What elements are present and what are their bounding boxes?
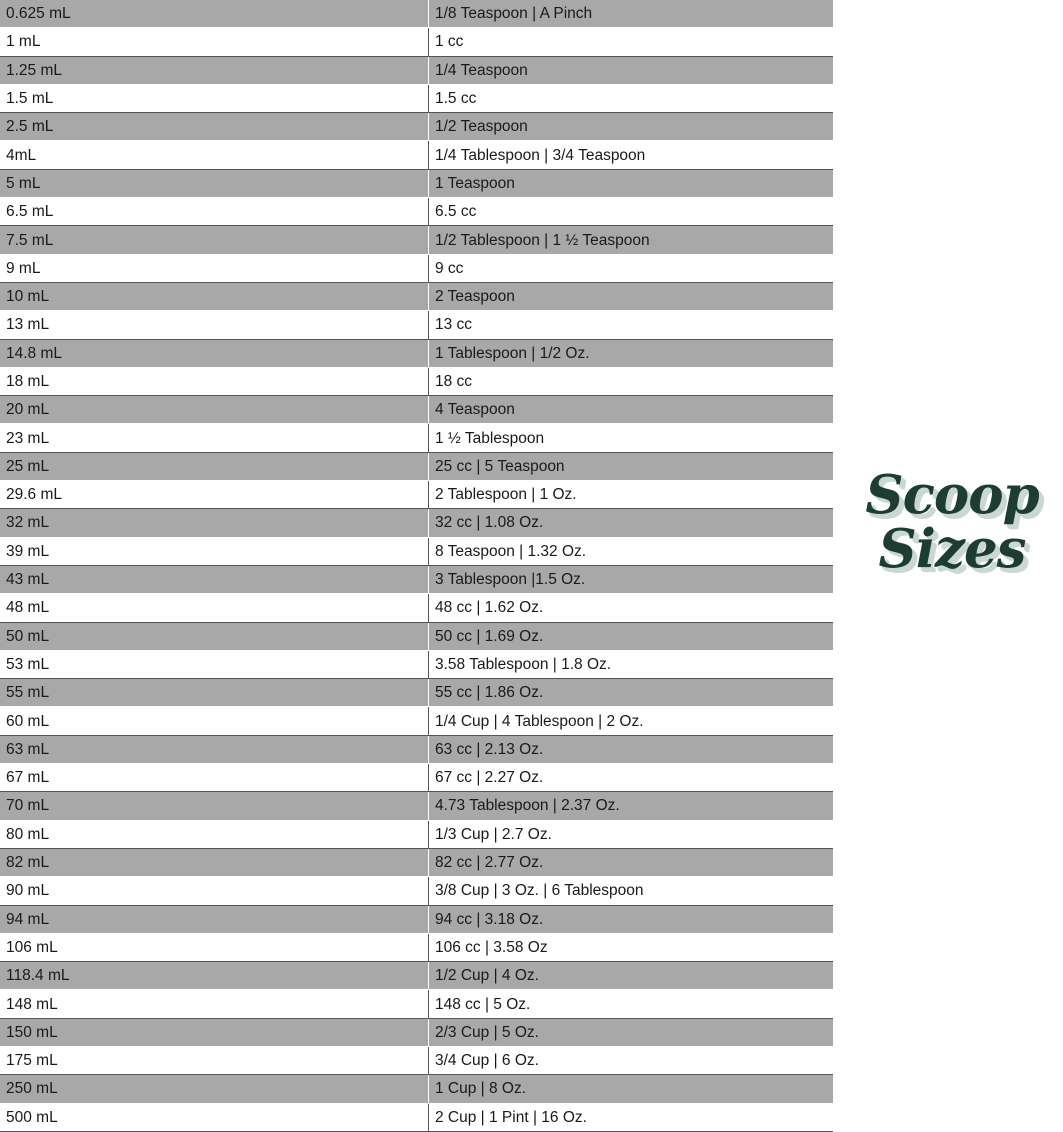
table-row bbox=[0, 84, 833, 112]
cell-milliliters: 5 mL bbox=[0, 169, 429, 197]
cell-equivalent: 1 ½ Tablespoon bbox=[429, 424, 834, 452]
cell-equivalent: 8 Teaspoon | 1.32 Oz. bbox=[429, 537, 834, 565]
cell-milliliters: 23 mL bbox=[0, 424, 429, 452]
page-title bbox=[852, 464, 1052, 580]
cell-equivalent: 63 cc | 2.13 Oz. bbox=[429, 735, 834, 763]
cell-milliliters: 67 mL bbox=[0, 764, 429, 792]
cell-milliliters: 13 mL bbox=[0, 311, 429, 339]
table-row bbox=[0, 282, 833, 310]
table-row bbox=[0, 820, 833, 848]
cell-equivalent: 106 cc | 3.58 Oz bbox=[429, 933, 834, 961]
table-row bbox=[0, 537, 833, 565]
cell-milliliters: 18 mL bbox=[0, 367, 429, 395]
table-row bbox=[0, 28, 833, 56]
cell-milliliters: 43 mL bbox=[0, 565, 429, 593]
cell-equivalent: 1/4 Teaspoon bbox=[429, 56, 834, 84]
cell-equivalent: 50 cc | 1.69 Oz. bbox=[429, 622, 834, 650]
cell-milliliters: 150 mL bbox=[0, 1018, 429, 1046]
cell-milliliters: 25 mL bbox=[0, 452, 429, 480]
cell-equivalent: 1 Cup | 8 Oz. bbox=[429, 1075, 834, 1103]
cell-milliliters: 60 mL bbox=[0, 707, 429, 735]
cell-milliliters: 63 mL bbox=[0, 735, 429, 763]
table-row bbox=[0, 226, 833, 254]
cell-milliliters: 90 mL bbox=[0, 877, 429, 905]
cell-equivalent: 1 Teaspoon bbox=[429, 169, 834, 197]
cell-equivalent: 94 cc | 3.18 Oz. bbox=[429, 905, 834, 933]
cell-milliliters: 0.625 mL bbox=[0, 0, 429, 28]
table-row bbox=[0, 509, 833, 537]
cell-equivalent: 3/4 Cup | 6 Oz. bbox=[429, 1046, 834, 1074]
cell-equivalent: 1/3 Cup | 2.7 Oz. bbox=[429, 820, 834, 848]
table-row bbox=[0, 565, 833, 593]
table-row bbox=[0, 56, 833, 84]
cell-milliliters: 70 mL bbox=[0, 792, 429, 820]
cell-milliliters: 7.5 mL bbox=[0, 226, 429, 254]
cell-equivalent: 1/8 Teaspoon | A Pinch bbox=[429, 0, 834, 28]
table-row bbox=[0, 452, 833, 480]
title-line-sizes: Sizes bbox=[878, 517, 1026, 580]
table-row bbox=[0, 679, 833, 707]
cell-milliliters: 250 mL bbox=[0, 1075, 429, 1103]
cell-equivalent: 18 cc bbox=[429, 367, 834, 395]
cell-milliliters: 14.8 mL bbox=[0, 339, 429, 367]
cell-equivalent: 1/4 Tablespoon | 3/4 Teaspoon bbox=[429, 141, 834, 169]
cell-milliliters: 1.5 mL bbox=[0, 84, 429, 112]
cell-milliliters: 80 mL bbox=[0, 820, 429, 848]
table-row bbox=[0, 990, 833, 1018]
table-row bbox=[0, 707, 833, 735]
table-row bbox=[0, 424, 833, 452]
table-row bbox=[0, 1075, 833, 1103]
table-row bbox=[0, 1046, 833, 1074]
cell-milliliters: 9 mL bbox=[0, 254, 429, 282]
cell-equivalent: 9 cc bbox=[429, 254, 834, 282]
table-row bbox=[0, 311, 833, 339]
table-row bbox=[0, 962, 833, 990]
cell-milliliters: 32 mL bbox=[0, 509, 429, 537]
cell-milliliters: 106 mL bbox=[0, 933, 429, 961]
cell-equivalent: 148 cc | 5 Oz. bbox=[429, 990, 834, 1018]
table-row bbox=[0, 792, 833, 820]
cell-equivalent: 82 cc | 2.77 Oz. bbox=[429, 848, 834, 876]
cell-equivalent: 2 Teaspoon bbox=[429, 282, 834, 310]
cell-milliliters: 1 mL bbox=[0, 28, 429, 56]
cell-equivalent: 1 cc bbox=[429, 28, 834, 56]
cell-equivalent: 2 Cup | 1 Pint | 16 Oz. bbox=[429, 1103, 834, 1131]
cell-milliliters: 50 mL bbox=[0, 622, 429, 650]
table-row bbox=[0, 848, 833, 876]
cell-equivalent: 48 cc | 1.62 Oz. bbox=[429, 594, 834, 622]
cell-equivalent: 1/2 Cup | 4 Oz. bbox=[429, 962, 834, 990]
cell-milliliters: 94 mL bbox=[0, 905, 429, 933]
cell-milliliters: 39 mL bbox=[0, 537, 429, 565]
table-row bbox=[0, 113, 833, 141]
cell-equivalent: 25 cc | 5 Teaspoon bbox=[429, 452, 834, 480]
cell-equivalent: 32 cc | 1.08 Oz. bbox=[429, 509, 834, 537]
cell-milliliters: 2.5 mL bbox=[0, 113, 429, 141]
cell-equivalent: 3/8 Cup | 3 Oz. | 6 Tablespoon bbox=[429, 877, 834, 905]
cell-equivalent: 1/2 Teaspoon bbox=[429, 113, 834, 141]
table-row bbox=[0, 339, 833, 367]
table-row bbox=[0, 141, 833, 169]
cell-milliliters: 6.5 mL bbox=[0, 198, 429, 226]
cell-equivalent: 55 cc | 1.86 Oz. bbox=[429, 679, 834, 707]
table-row bbox=[0, 396, 833, 424]
cell-milliliters: 53 mL bbox=[0, 650, 429, 678]
cell-equivalent: 1 Tablespoon | 1/2 Oz. bbox=[429, 339, 834, 367]
table-row bbox=[0, 198, 833, 226]
cell-milliliters: 82 mL bbox=[0, 848, 429, 876]
cell-milliliters: 10 mL bbox=[0, 282, 429, 310]
table-row bbox=[0, 1103, 833, 1131]
table-row bbox=[0, 764, 833, 792]
table-row bbox=[0, 169, 833, 197]
cell-equivalent: 67 cc | 2.27 Oz. bbox=[429, 764, 834, 792]
cell-milliliters: 48 mL bbox=[0, 594, 429, 622]
table-row bbox=[0, 905, 833, 933]
table-row bbox=[0, 481, 833, 509]
table-row bbox=[0, 254, 833, 282]
cell-milliliters: 29.6 mL bbox=[0, 481, 429, 509]
cell-equivalent: 13 cc bbox=[429, 311, 834, 339]
cell-equivalent: 2/3 Cup | 5 Oz. bbox=[429, 1018, 834, 1046]
cell-milliliters: 148 mL bbox=[0, 990, 429, 1018]
table-row bbox=[0, 735, 833, 763]
cell-equivalent: 4 Teaspoon bbox=[429, 396, 834, 424]
cell-equivalent: 6.5 cc bbox=[429, 198, 834, 226]
cell-equivalent: 4.73 Tablespoon | 2.37 Oz. bbox=[429, 792, 834, 820]
cell-equivalent: 3 Tablespoon |1.5 Oz. bbox=[429, 565, 834, 593]
table-row bbox=[0, 0, 833, 28]
cell-equivalent: 1/2 Tablespoon | 1 ½ Teaspoon bbox=[429, 226, 834, 254]
cell-milliliters: 500 mL bbox=[0, 1103, 429, 1131]
table-row bbox=[0, 594, 833, 622]
cell-equivalent: 1.5 cc bbox=[429, 84, 834, 112]
title-line-scoop: Scoop bbox=[865, 464, 1039, 526]
table-row bbox=[0, 650, 833, 678]
table-row bbox=[0, 877, 833, 905]
cell-equivalent: 2 Tablespoon | 1 Oz. bbox=[429, 481, 834, 509]
cell-milliliters: 4mL bbox=[0, 141, 429, 169]
cell-milliliters: 175 mL bbox=[0, 1046, 429, 1074]
cell-milliliters: 55 mL bbox=[0, 679, 429, 707]
cell-equivalent: 1/4 Cup | 4 Tablespoon | 2 Oz. bbox=[429, 707, 834, 735]
cell-milliliters: 1.25 mL bbox=[0, 56, 429, 84]
table-row bbox=[0, 367, 833, 395]
cell-equivalent: 3.58 Tablespoon | 1.8 Oz. bbox=[429, 650, 834, 678]
table-row bbox=[0, 933, 833, 961]
table-row bbox=[0, 1018, 833, 1046]
table-row bbox=[0, 622, 833, 650]
cell-milliliters: 118.4 mL bbox=[0, 962, 429, 990]
cell-milliliters: 20 mL bbox=[0, 396, 429, 424]
